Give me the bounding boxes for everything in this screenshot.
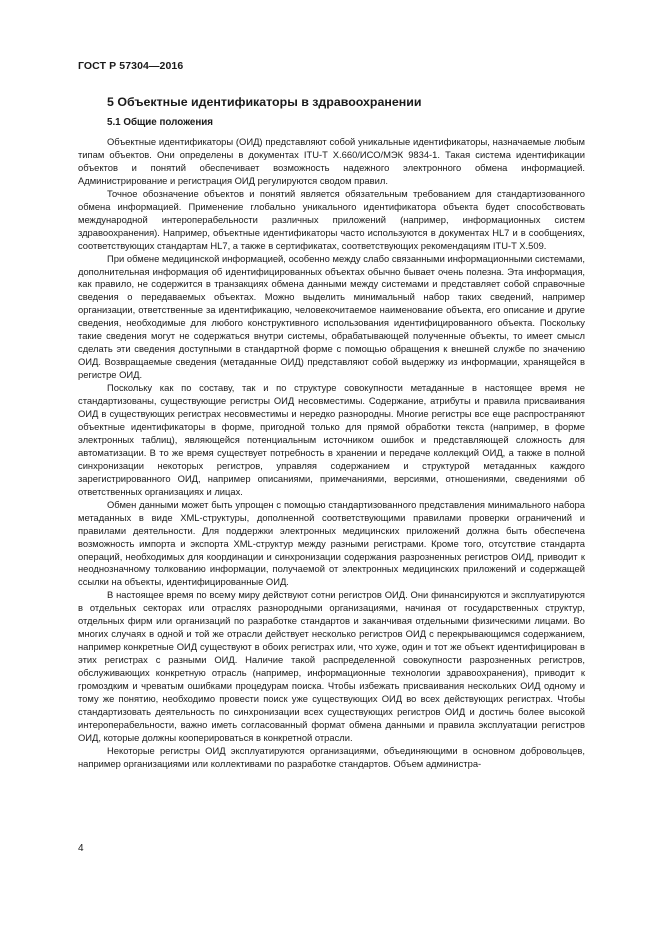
page-number: 4	[78, 843, 84, 854]
paragraph: Объектные идентификаторы (ОИД) представляют собой уникальные идентификаторы, назначаемые любым типам объектов. Они определены в документах ITU-T X.660/ИСО/МЭК 9834-1. Такая система идентификации объектов и понятий обеспечивает возможность надежного электронного обмена информацией. Администрирование и регистрация ОИД регулируются сводом правил.	[78, 136, 585, 186]
subsection-title: 5.1 Общие положения	[107, 117, 214, 128]
body-text	[78, 136, 585, 771]
paragraph: Поскольку как по составу, так и по структуре совокупности метаданные в настоящее время не стандартизованы, существующие регистры ОИД несовместимы. Содержание, атрибуты и правила присваивания ОИД в существующих регистрах несовместимы и нередко разнородны. Многие регистры все еще распространяют объектные идентификаторы в форме, пригодной только для прямой обработки текста (например, в форме электронных таблиц), являющейся потенциальным источником ошибок и представляющей сложность для автоматизации. В то же время существует потребность в хранении и передаче коллекций ОИД, а также в полной синхронизации некоторых регистров, управляя содержанием и структурой метаданных каждого зарегистрированного ОИД, например описаниями, примечаниями, версиями, отношениями, сведениями об ответственных организациях и лицах.	[78, 382, 585, 497]
paragraph: В настоящее время по всему миру действуют сотни регистров ОИД. Они финансируются и эксплуатируются в отдельных секторах или отраслях разнородными организациями, начиная от государственных структур, отдельных фирм или организаций по разработке стандартов и заканчивая отдельными физическими лицами. Во многих случаях в одной и той же отрасли действует несколько регистров ОИД с перекрывающимся содержанием, например конкретные ОИД существуют в обоих регистрах или, что хуже, один и тот же объект идентифицирован в этих регистрах с разными ОИД. Наличие такой распределенной совокупности разрозненных регистров, обслуживающих конкретную отрасль (например, информационные технологии здравоохранения), приводит к громоздким и чреватым ошибками процедурам поиска. Чтобы избежать присваивания нескольких ОИД одному и тому же понятию, необходимо провести поиск уже существующих ОИД во всех действующих регистрах. Чтобы стандартизовать деятельность по синхронизации всех существующих регистров ОИД и достичь более высокой интероперабельности, важно иметь согласованный формат обмена данными и правила эксплуатации регистров ОИД, которые должны кооперироваться в конкретной отрасли.	[78, 589, 585, 743]
section-title: 5 Объектные идентификаторы в здравоохранении	[107, 95, 422, 109]
paragraph: Некоторые регистры ОИД эксплуатируются организациями, объединяющими в основном добровольцев, например организациями или коллективами по разработке стандартов. Объем администра-	[78, 744, 585, 769]
standard-header: ГОСТ Р 57304—2016	[78, 60, 184, 72]
paragraph: Обмен данными может быть упрощен с помощью стандартизованного представления минимального набора метаданных в виде XML-структуры, дополненной соответствующими правилами проверки ограничений и правилами деятельности. Для поддержки электронных медицинских приложений должна быть обеспечена возможность импорта и экспорта XML-структур между разными регистрами. Кроме того, отсутствие стандарта операций, необходимых для координации и синхронизации содержания разрозненных регистров ОИД, приводит к неоднозначному толкованию информации, получаемой от электронных медицинских приложений и содержащей ссылки на объекты, идентифицированные ОИД.	[78, 498, 585, 588]
paragraph: Точное обозначение объектов и понятий является обязательным требованием для стандартизованного обмена информацией. Применение глобально уникального идентификатора объекта будет способствовать международной интероперабельности различных приложений (например, информационных систем здравоохранения). Например, объектные идентификаторы часто используются в документах HL7 и в сообщениях, соответствующих стандартам HL7, а также в сертификатах, соответствующих рекомендациям ITU-T X.509.	[78, 187, 585, 251]
paragraph: При обмене медицинской информацией, особенно между слабо связанными информационными системами, дополнительная информация об идентифицированных объектах обычно бывает очень полезна. Эта информация, как правило, не содержится в транзакциях обмена данными между системами и представляет собой справочные сведения о передаваемых объектах. Можно выделить минимальный набор таких сведений, например организации, ответственные за идентификацию, человекочитаемое наименование объекта, его описание и другие сведения, необходимые для любого конструктивного использования идентифицированного объекта. Поскольку такие сведения могут не содержаться внутри системы, обрабатывающей полученные объекты, то имеет смысл сделать эти сведения доступными в стандартной форме с помощью обращения к внешней службе по значению ОИД. Возвращаемые сведения (метаданные ОИД) представляют собой выдержку из информации, хранящейся в регистре ОИД.	[78, 252, 585, 381]
